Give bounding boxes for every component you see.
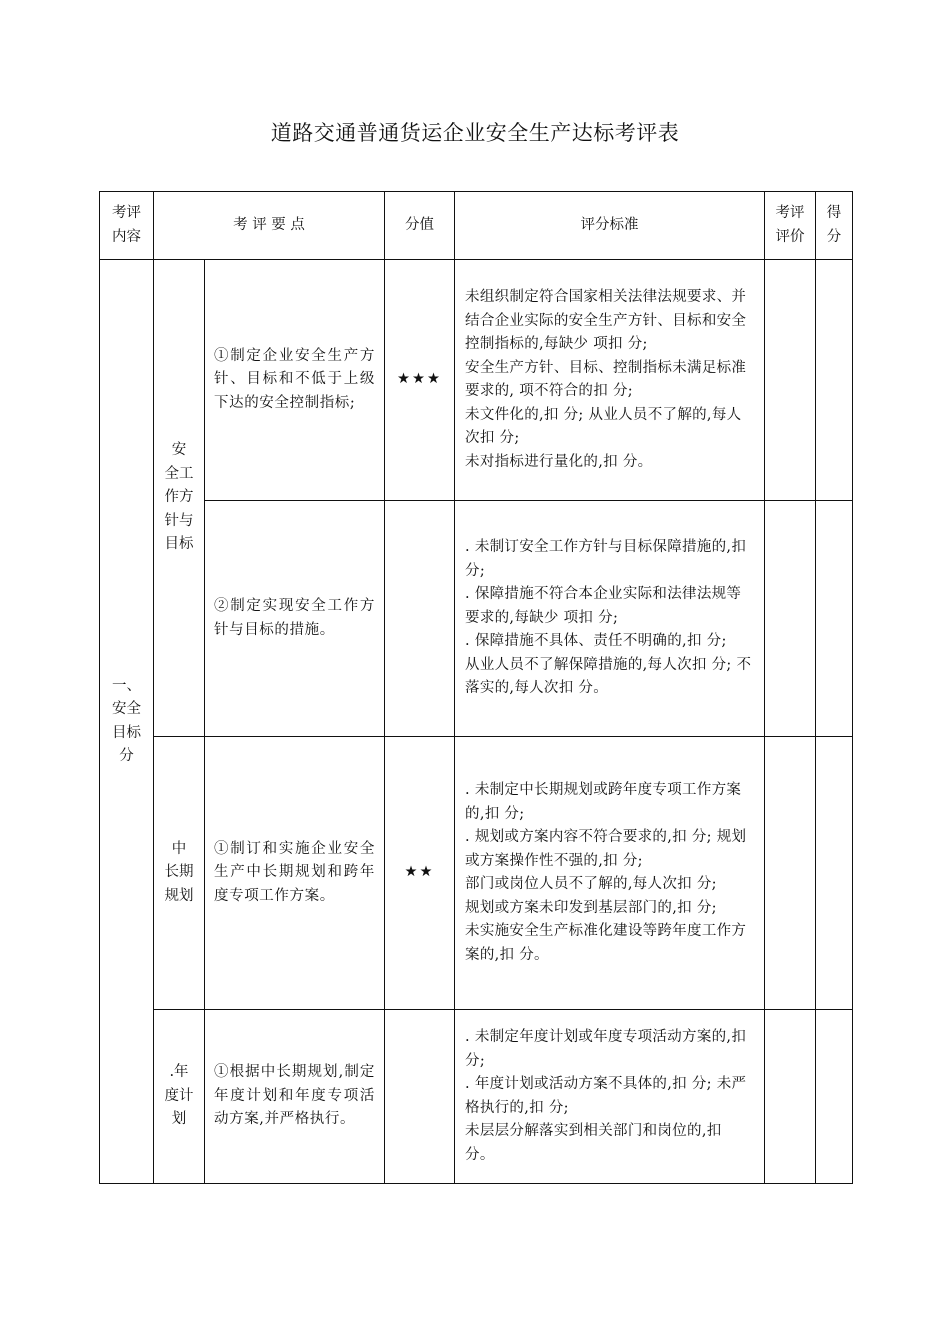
header-content: 考评 内容 bbox=[100, 192, 154, 260]
value-cell bbox=[385, 501, 455, 737]
group-label: 中 长期 规划 bbox=[154, 737, 205, 1010]
group-label: .年 度计 划 bbox=[154, 1010, 205, 1184]
criteria-cell: . 未制定中长期规划或跨年度专项工作方案的,扣 分; . 规划或方案内容不符合要求的,扣 分; 规划或方案操作性不强的,扣 分; 部门或岗位人员不了解的,每人次扣 分; 规划或方案未印发到基层部门的,扣 分; 未实施安全生产标准化建设等跨年度工作方案的,扣 分。 bbox=[455, 737, 765, 1010]
header-value: 分值 bbox=[385, 192, 455, 260]
table-row bbox=[100, 737, 853, 1010]
criteria-cell: . 未制订安全工作方针与目标保障措施的,扣 分; . 保障措施不符合本企业实际和法律法规等要求的,每缺少 项扣 分; . 保障措施不具体、责任不明确的,扣 分; 从业人员不了解保障措施的,每人次扣 分; 不落实的,每人次扣 分。 bbox=[455, 501, 765, 737]
score-cell[interactable] bbox=[816, 1010, 853, 1184]
point-cell: ①制定企业安全生产方针、目标和不低于上级下达的安全控制指标; bbox=[205, 260, 385, 501]
header-evaluation: 考评 评价 bbox=[765, 192, 816, 260]
criteria-cell: . 未制定年度计划或年度专项活动方案的,扣 分; . 年度计划或活动方案不具体的,扣 分; 未严格执行的,扣 分; 未层层分解落实到相关部门和岗位的,扣 分。 bbox=[455, 1010, 765, 1184]
page-title: 道路交通普通货运企业安全生产达标考评表 bbox=[270, 121, 680, 145]
evaluation-cell[interactable] bbox=[765, 501, 816, 737]
score-cell[interactable] bbox=[816, 501, 853, 737]
evaluation-cell[interactable] bbox=[765, 737, 816, 1010]
point-cell: ①根据中长期规划,制定年度计划和年度专项活动方案,并严格执行。 bbox=[205, 1010, 385, 1184]
score-cell[interactable] bbox=[816, 737, 853, 1010]
evaluation-cell[interactable] bbox=[765, 1010, 816, 1184]
criteria-cell: 未组织制定符合国家相关法律法规要求、并结合企业实际的安全生产方针、目标和安全控制指标的,每缺少 项扣 分; 安全生产方针、目标、控制指标未满足标准要求的, 项不符合的扣 分; 未文件化的,扣 分; 从业人员不了解的,每人次扣 分; 未对指标进行量化的,扣 分。 bbox=[455, 260, 765, 501]
evaluation-cell[interactable] bbox=[765, 260, 816, 501]
header-points: 考 评 要 点 bbox=[154, 192, 385, 260]
point-cell: ②制定实现安全工作方针与目标的措施。 bbox=[205, 501, 385, 737]
table-row bbox=[100, 501, 853, 737]
header-score: 得 分 bbox=[816, 192, 853, 260]
score-cell[interactable] bbox=[816, 260, 853, 501]
table-row bbox=[100, 1010, 853, 1184]
header-row bbox=[100, 192, 853, 260]
evaluation-table bbox=[99, 191, 853, 1184]
table-row bbox=[100, 260, 853, 501]
category-cell: 一、 安全 目标 分 bbox=[100, 260, 154, 1184]
value-cell: ★★ bbox=[385, 737, 455, 1010]
group-label: 安 全工 作方 针与 目标 bbox=[154, 260, 205, 737]
value-cell: ★★★ bbox=[385, 260, 455, 501]
point-cell: ①制订和实施企业安全生产中长期规划和跨年度专项工作方案。 bbox=[205, 737, 385, 1010]
header-standard: 评分标准 bbox=[455, 192, 765, 260]
value-cell bbox=[385, 1010, 455, 1184]
